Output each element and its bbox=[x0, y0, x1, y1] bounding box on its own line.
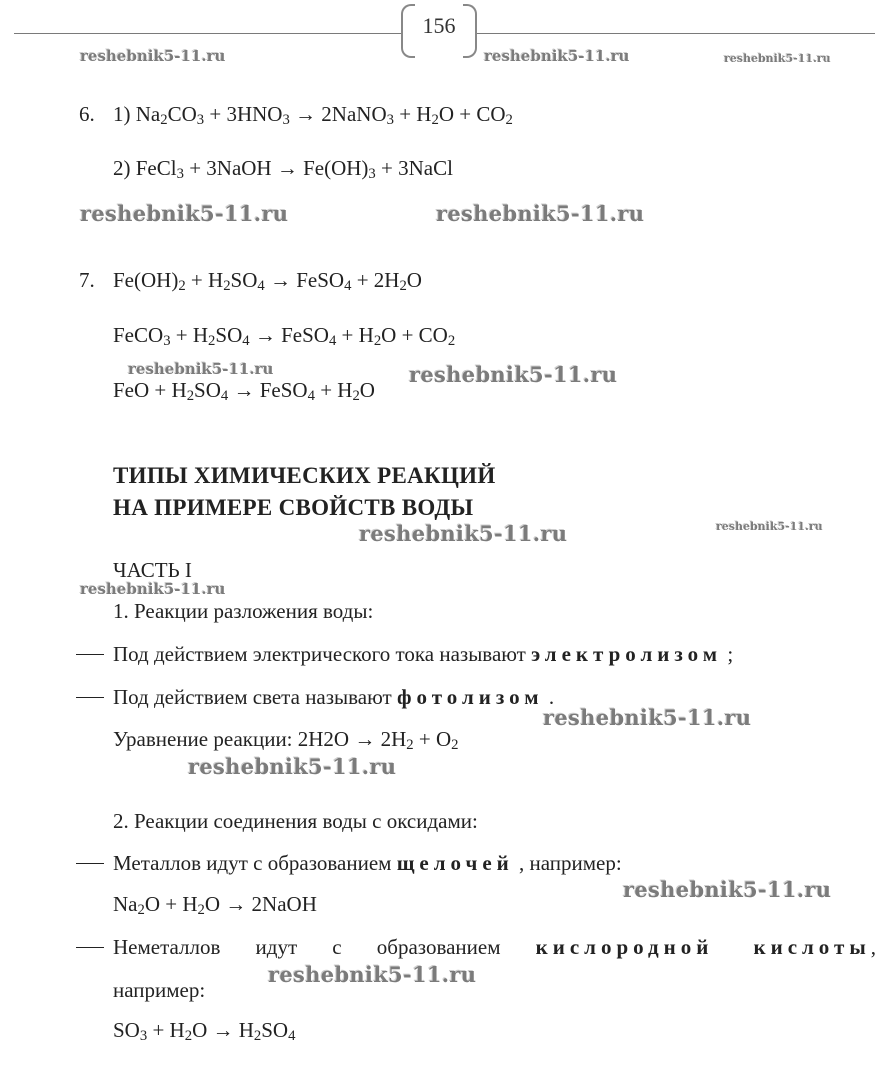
section-heading-line-2: НА ПРИМЕРЕ СВОЙСТВ ВОДЫ bbox=[113, 495, 474, 520]
nonmetals-continuation: например: bbox=[113, 978, 206, 1002]
section-heading-line-1: ТИПЫ ХИМИЧЕСКИХ РЕАКЦИЙ bbox=[113, 463, 496, 488]
watermark: reshebnik5-11.ru bbox=[716, 520, 823, 533]
page-number-box bbox=[401, 4, 477, 58]
watermark: reshebnik5-11.ru bbox=[80, 47, 226, 65]
dash-marker bbox=[76, 654, 104, 655]
dash-marker bbox=[76, 697, 104, 698]
watermark: reshebnik5-11.ru bbox=[623, 877, 832, 902]
decomposition-equation: Уравнение реакции: $2H2O \to 2H_2 + O_2$ bbox=[113, 727, 459, 754]
task-7-equation-2: FeCO$_3$ + $H_2SO_4$ → FeSO$_4$ + $H_2O + CO_2$ bbox=[113, 323, 456, 350]
task-7-equation-3: FeO + $H_2SO_4$ → FeSO$_4$ + $H_2O$ bbox=[113, 378, 375, 405]
right-brace-icon bbox=[463, 4, 477, 58]
watermark: reshebnik5-11.ru bbox=[436, 201, 645, 226]
nonmetals-equation: $SO_3 + H_2O \to H_2SO_4$ bbox=[113, 1018, 296, 1045]
task-7-number: 7. bbox=[79, 268, 95, 292]
watermark: reshebnik5-11.ru bbox=[268, 962, 477, 987]
item-2-title: 2. Реакции соединения воды с оксидами: bbox=[113, 809, 478, 833]
item-1-title: 1. Реакции разложения воды: bbox=[113, 599, 374, 623]
watermark: reshebnik5-11.ru bbox=[724, 52, 831, 65]
watermark: reshebnik5-11.ru bbox=[188, 754, 397, 779]
metals-line: Металлов идут с образованием щелочей , например: bbox=[113, 851, 622, 875]
electrolysis-line: Под действием электрического тока называют электролизом ; bbox=[113, 642, 734, 666]
nonmetals-line: Неметаллов идут с образованием кислородной кислоты, bbox=[113, 935, 876, 959]
header-rule-right bbox=[477, 33, 875, 34]
part-label: ЧАСТЬ I bbox=[113, 558, 192, 582]
watermark: reshebnik5-11.ru bbox=[80, 201, 289, 226]
dash-marker bbox=[76, 863, 104, 864]
task-6-number: 6. bbox=[79, 102, 95, 126]
watermark: reshebnik5-11.ru bbox=[409, 362, 618, 387]
metals-equation: $Na_2O + H_2O$ → 2NaOH bbox=[113, 892, 317, 919]
watermark: reshebnik5-11.ru bbox=[484, 47, 630, 65]
task-7-equation-1: $Fe(OH)_2 + H_2SO_4$ → FeSO$_4$ + $2H_2O$ bbox=[113, 268, 422, 295]
task-6-equation-2: 2) FeCl$_3$ + 3NaOH → $Fe(OH)_3$ + 3NaCl bbox=[113, 156, 453, 183]
watermark: reshebnik5-11.ru bbox=[128, 360, 274, 378]
photolysis-line: Под действием света называют фотолизом . bbox=[113, 685, 555, 709]
watermark: reshebnik5-11.ru bbox=[543, 705, 752, 730]
watermark: reshebnik5-11.ru bbox=[359, 521, 568, 546]
page-number: 156 bbox=[422, 13, 456, 38]
header-rule-left bbox=[14, 33, 401, 34]
task-6-equation-1: 1) $Na_2CO_3 + 3HNO_3$ → 2NaNO$_3$ + $H_2O + CO_2$ bbox=[113, 102, 513, 129]
left-brace-icon bbox=[401, 4, 415, 58]
dash-marker bbox=[76, 947, 104, 948]
watermark: reshebnik5-11.ru bbox=[80, 580, 226, 598]
